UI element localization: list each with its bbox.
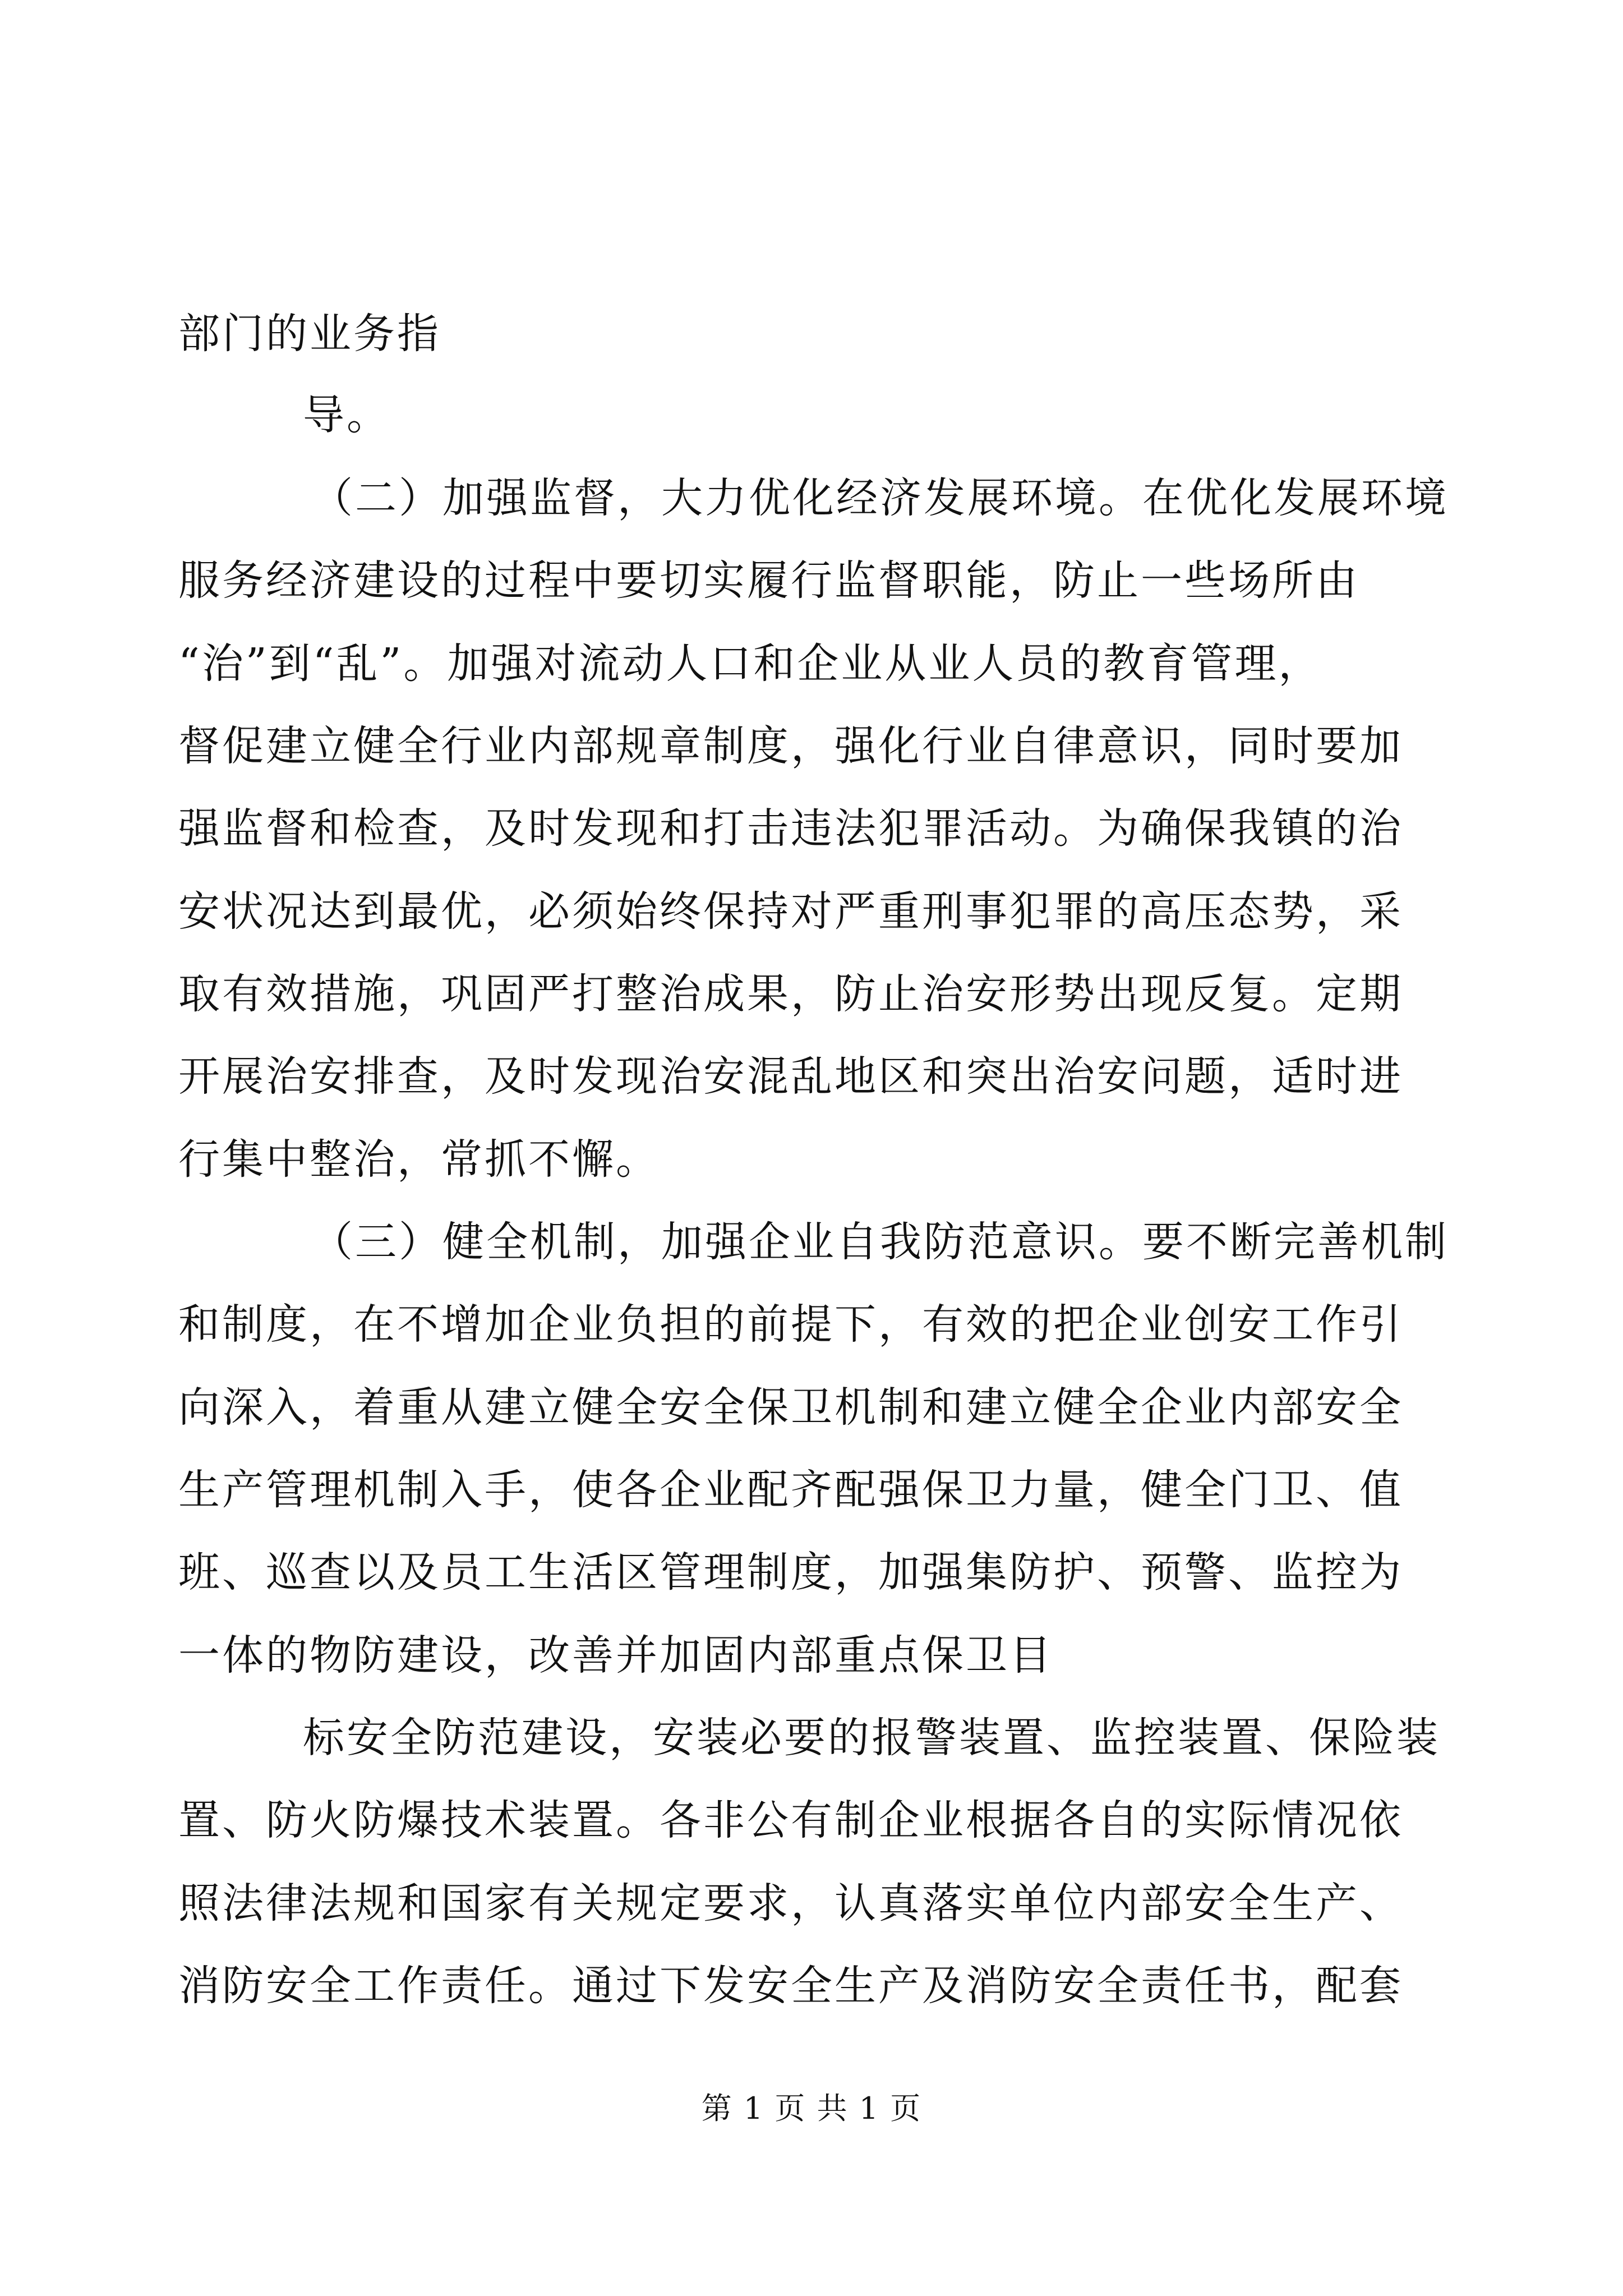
text-line: 生产管理机制入手，使各企业配齐配强保卫力量，健全门卫、值 (178, 1466, 1403, 1514)
text-line: “治”到“乱”。加强对流动人口和企业从业人员的教育管理， (178, 639, 1322, 688)
text-line: 取有效措施，巩固严打整治成果，防止治安形势出现反复。定期 (178, 970, 1403, 1018)
text-line: 班、巡查以及员工生活区管理制度，加强集防护、预警、监控为 (178, 1548, 1403, 1596)
text-line: 标安全防范建设，安装必要的报警装置、监控装置、保险装 (303, 1714, 1440, 1762)
text-line: 照法律法规和国家有关规定要求，认真落实单位内部安全生产、 (178, 1879, 1403, 1927)
text-line: 开展治安排查，及时发现治安混乱地区和突出治安问题，适时进 (178, 1052, 1403, 1101)
text-line: 和制度，在不增加企业负担的前提下，有效的把企业创安工作引 (178, 1300, 1403, 1349)
text-line: 置、防火防爆技术装置。各非公有制企业根据各自的实际情况依 (178, 1796, 1403, 1844)
text-line: 向深入，着重从建立健全安全保卫机制和建立健全企业内部安全 (178, 1383, 1403, 1432)
section-heading-line: （二）加强监督，大力优化经济发展环境。在优化发展环境 (311, 474, 1449, 522)
text-line: 部门的业务指 (178, 310, 441, 358)
text-line: 消防安全工作责任。通过下发安全生产及消防安全责任书，配套 (178, 1962, 1403, 2010)
text-line: 服务经济建设的过程中要切实履行监督职能，防止一些场所由 (178, 556, 1359, 605)
text-line: 督促建立健全行业内部规章制度，强化行业自律意识，同时要加 (178, 722, 1403, 770)
text-line: 行集中整治，常抓不懈。 (178, 1135, 660, 1184)
text-line: 强监督和检查，及时发现和打击违法犯罪活动。为确保我镇的治 (178, 804, 1403, 853)
text-line: 导。 (303, 391, 390, 439)
text-line: 一体的物防建设，改善并加固内部重点保卫目 (178, 1631, 1053, 1680)
section-heading-line: （三）健全机制，加强企业自我防范意识。要不断完善机制 (311, 1218, 1449, 1266)
text-line: 安状况达到最优，必须始终保持对严重刑事犯罪的高压态势，采 (178, 887, 1403, 936)
page-number-footer: 第 1 页 共 1 页 (701, 2091, 922, 2126)
